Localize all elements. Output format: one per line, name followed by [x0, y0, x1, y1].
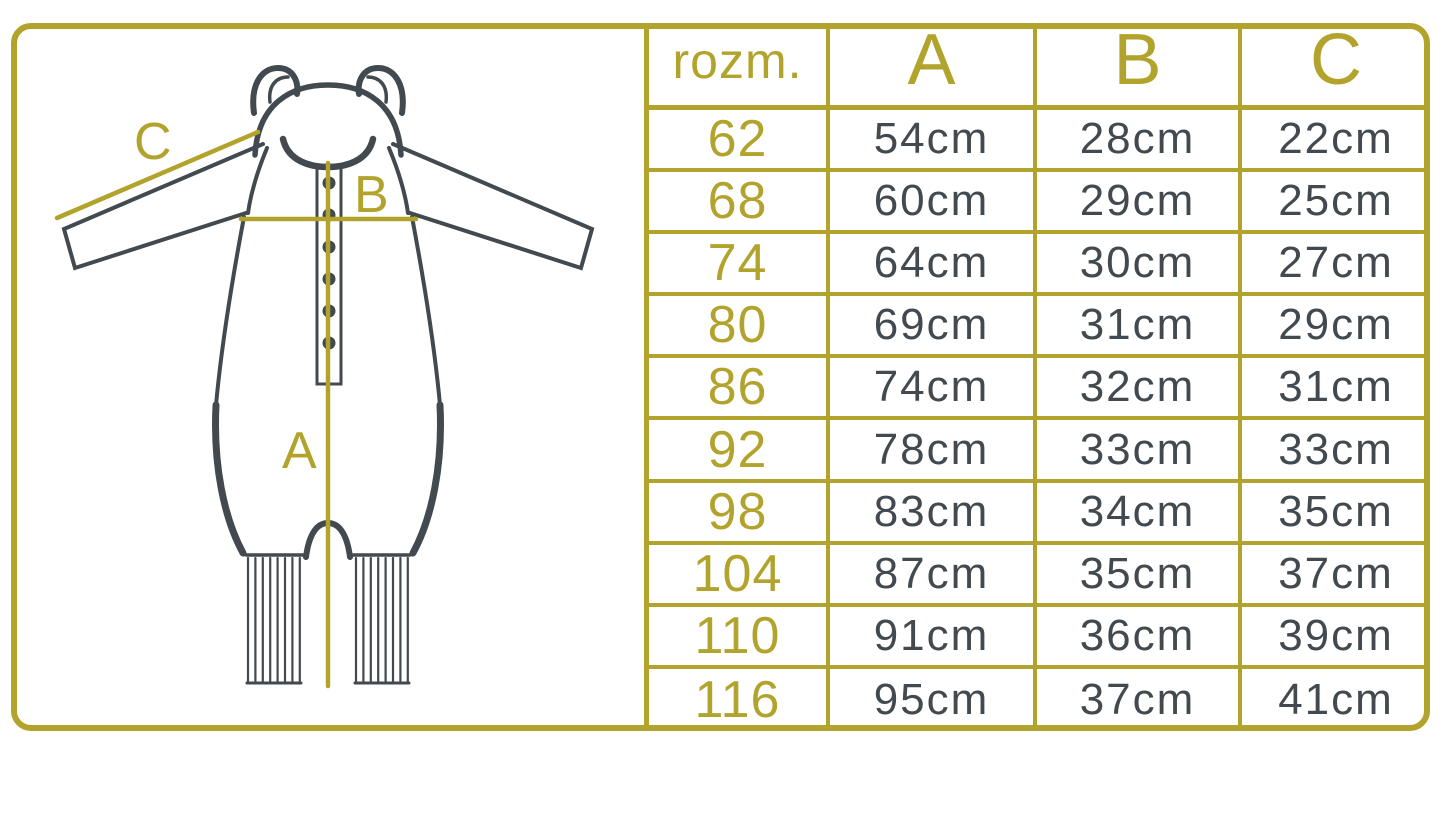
size-cell: 116: [649, 669, 826, 731]
measurement-cell: 30cm: [1033, 234, 1238, 296]
size-table: [644, 23, 1430, 731]
measurement-cell: 69cm: [826, 296, 1033, 358]
left-raglan-seam: [248, 148, 267, 213]
measurement-cell: 31cm: [1033, 296, 1238, 358]
measurement-cell: 87cm: [826, 545, 1033, 607]
measurement-cell: 29cm: [1238, 296, 1430, 358]
measurement-cell: 41cm: [1238, 669, 1430, 731]
measurement-cell: 35cm: [1033, 545, 1238, 607]
measurement-cell: 54cm: [826, 110, 1033, 172]
label-c: C: [134, 113, 172, 171]
measurement-cell: 34cm: [1033, 483, 1238, 545]
measurement-cell: 25cm: [1238, 172, 1430, 234]
measurement-cell: 39cm: [1238, 607, 1430, 669]
measurement-cell: 60cm: [826, 172, 1033, 234]
measurement-cell: 33cm: [1238, 420, 1430, 482]
right-leg-outer: [413, 405, 440, 553]
measurement-cell: 91cm: [826, 607, 1033, 669]
right-raglan-seam: [389, 148, 408, 213]
size-cell: 104: [649, 545, 826, 607]
measurement-cell: 95cm: [826, 669, 1033, 731]
measurement-cell: 37cm: [1238, 545, 1430, 607]
measurement-cell: 36cm: [1033, 607, 1238, 669]
measurement-cell: 29cm: [1033, 172, 1238, 234]
right-sleeve: [393, 144, 592, 268]
column-header-b: B: [1033, 23, 1238, 110]
measurement-cell: 64cm: [826, 234, 1033, 296]
right-body-side: [412, 217, 440, 405]
measurement-cell: 22cm: [1238, 110, 1430, 172]
column-header-c: C: [1238, 23, 1430, 110]
size-cell: 68: [649, 172, 826, 234]
measurement-cell: 33cm: [1033, 420, 1238, 482]
romper-measurement-diagram: [0, 0, 650, 740]
right-ribbed-cuff: [355, 558, 409, 683]
size-cell: 80: [649, 296, 826, 358]
measurement-cell: 27cm: [1238, 234, 1430, 296]
label-a: A: [282, 422, 317, 480]
left-leg-outer: [216, 405, 243, 553]
size-cell: 74: [649, 234, 826, 296]
measurement-cell: 35cm: [1238, 483, 1430, 545]
label-b: B: [354, 166, 389, 224]
measurement-cell: 28cm: [1033, 110, 1238, 172]
size-cell: 110: [649, 607, 826, 669]
measurement-cell: 31cm: [1238, 358, 1430, 420]
measurement-cell: 78cm: [826, 420, 1033, 482]
left-body-side: [216, 217, 244, 405]
measurement-cell: 37cm: [1033, 669, 1238, 731]
left-ribbed-cuff: [247, 558, 301, 683]
size-cell: 62: [649, 110, 826, 172]
measurement-cell: 74cm: [826, 358, 1033, 420]
column-header-rozm: rozm.: [649, 23, 826, 110]
size-cell: 86: [649, 358, 826, 420]
size-cell: 92: [649, 420, 826, 482]
measurement-cell: 83cm: [826, 483, 1033, 545]
hood-outline: [255, 85, 401, 155]
column-header-a: A: [826, 23, 1033, 110]
size-cell: 98: [649, 483, 826, 545]
measurement-cell: 32cm: [1033, 358, 1238, 420]
